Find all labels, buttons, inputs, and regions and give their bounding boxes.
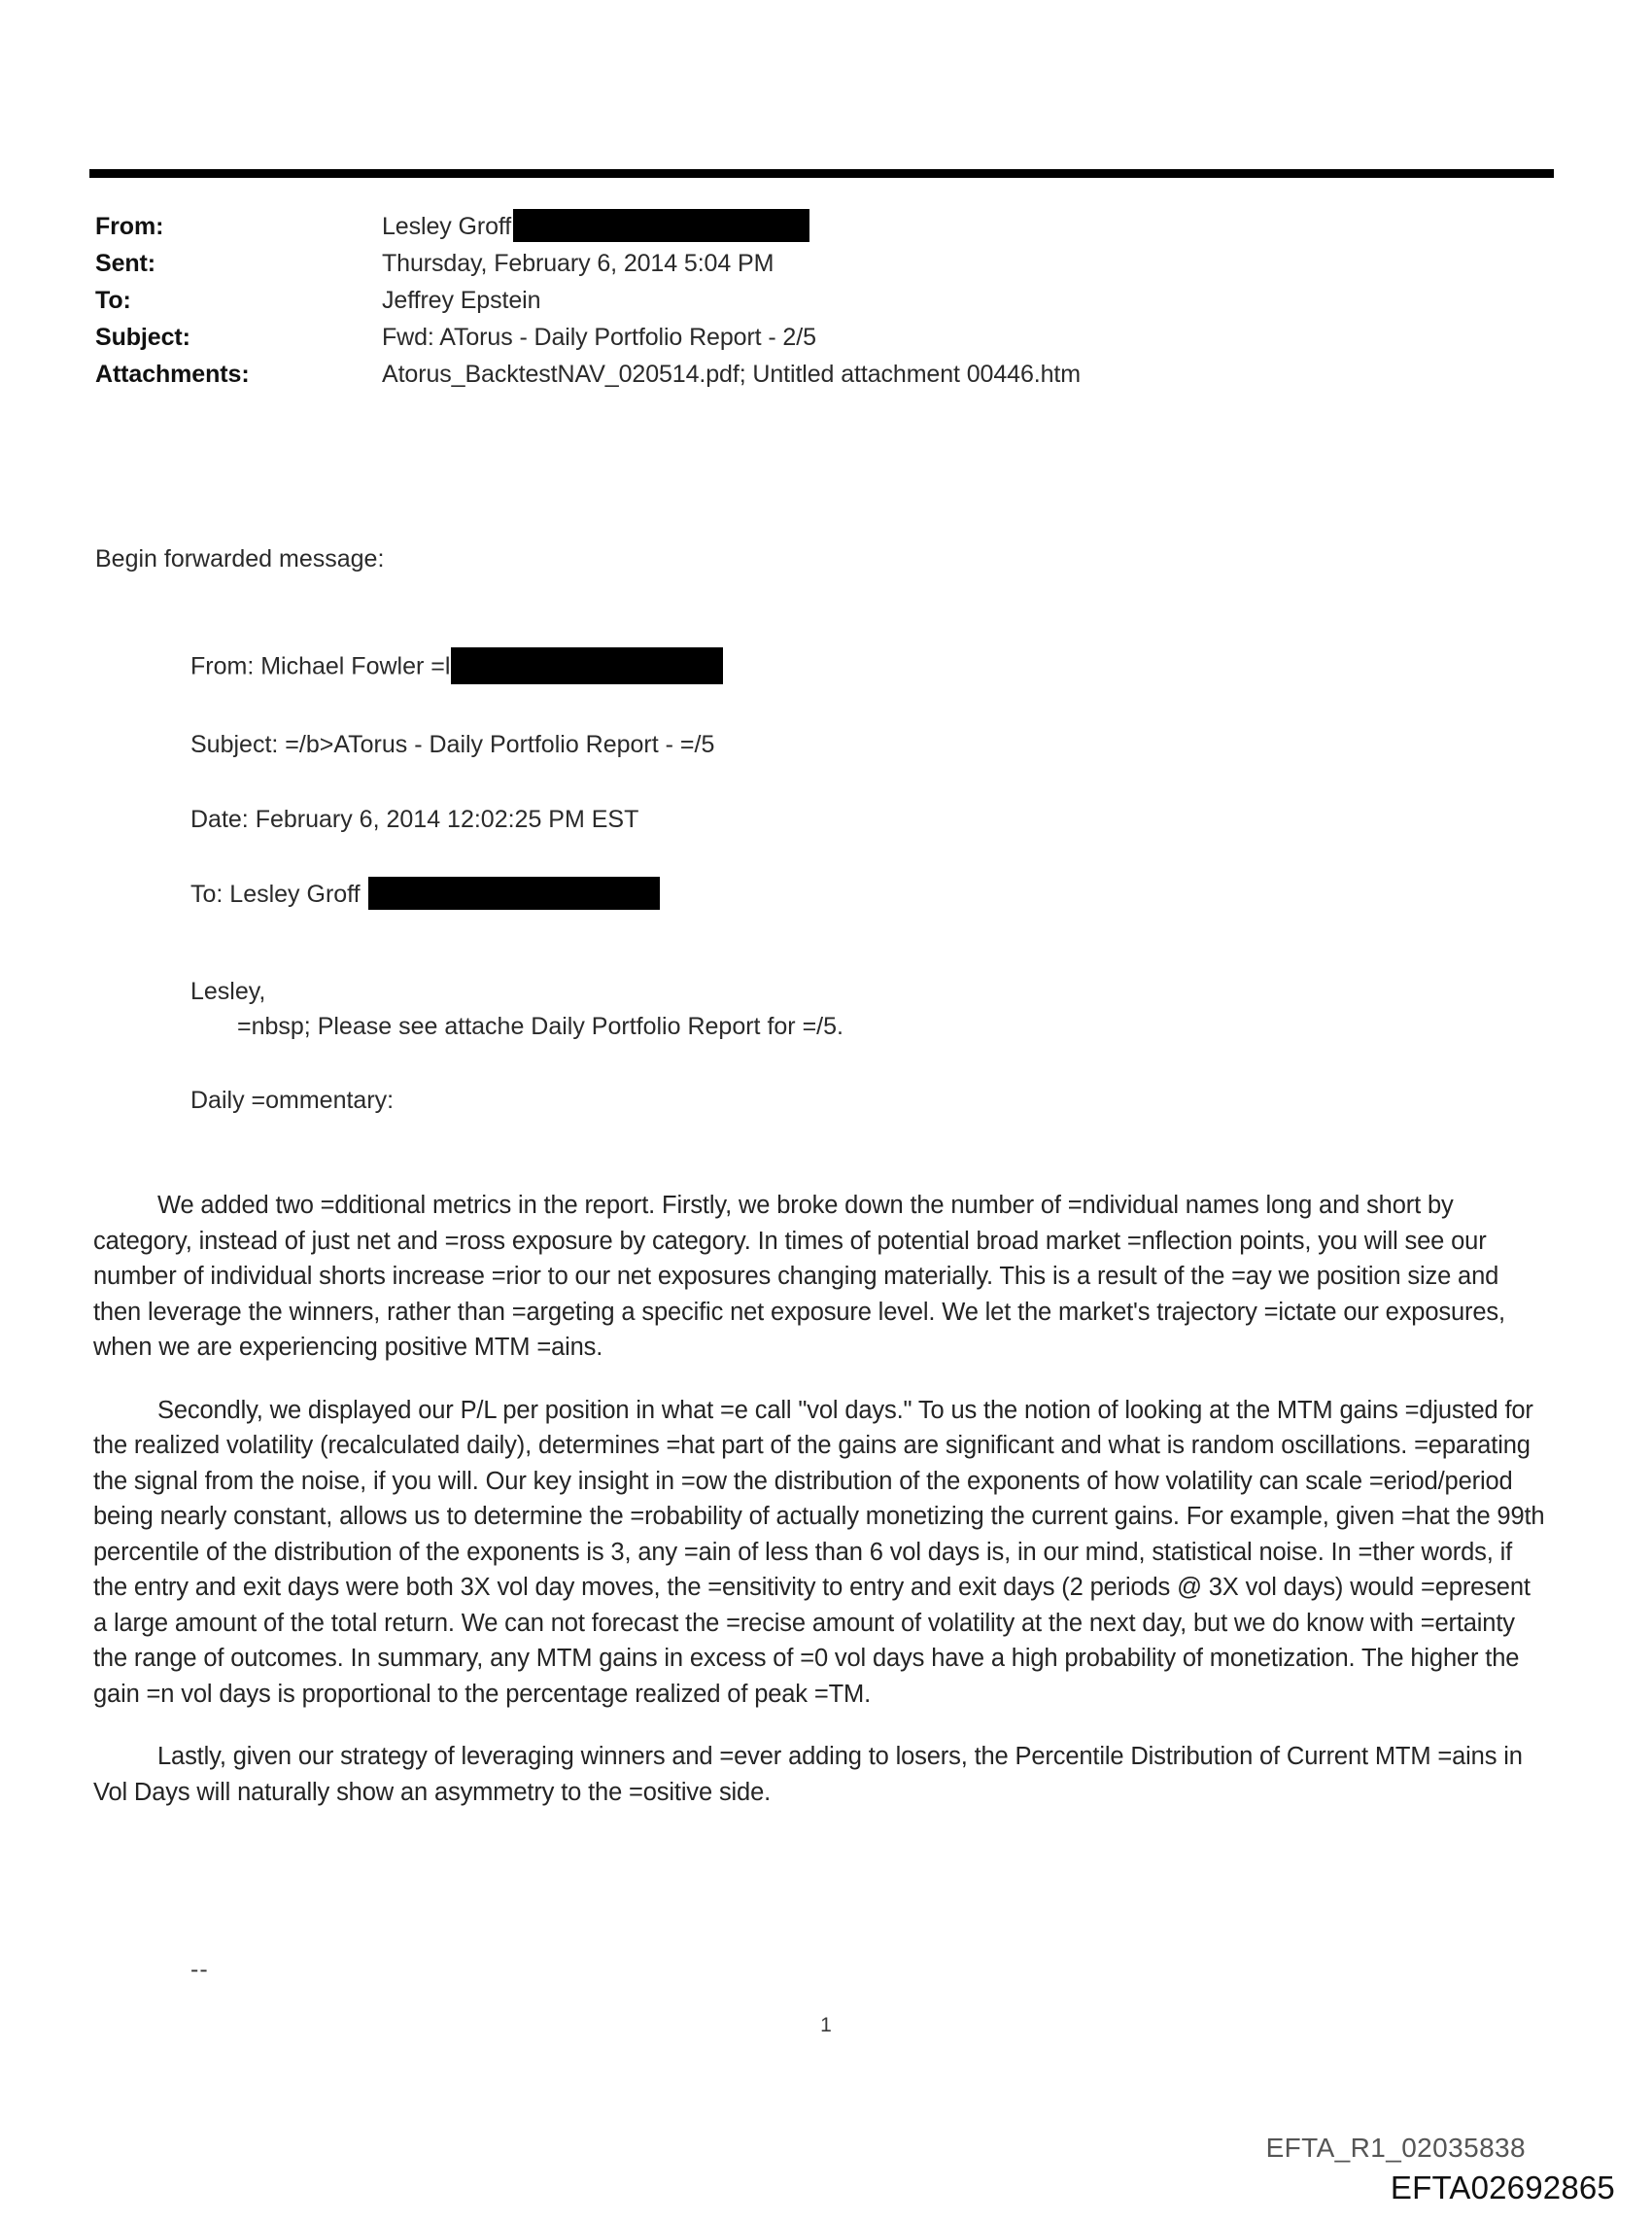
header-value-from <box>382 210 809 244</box>
body-paragraph-1: We added two =dditional metrics in the report. Firstly, we broke down the number of =ndividual names long and short by category, instead of just net and =ross exposure by category. In times of potential broad market =nflection points, you will see our number of individual shorts increase =rior to our net exposures changing materially. This is a result of the =ay we position size and then leverage the winners, rather than =argeting a specific net exposure level. We let the market's trajectory =ictate our exposures, when we are experiencing positive MTM =ains. <box>93 1192 1505 1361</box>
commentary-heading: Daily =ommentary: <box>190 1087 395 1114</box>
begin-forwarded-message-label: Begin forwarded message: <box>95 545 385 573</box>
email-header-fields <box>95 210 1533 395</box>
forwarded-subject-line: Subject: =/b>ATorus - Daily Portfolio Report - =/5 <box>190 731 715 758</box>
greeting-line-two: =nbsp; Please see attache Daily Portfolio Report for =/5. <box>237 1013 843 1040</box>
body-paragraphs <box>93 1188 1549 1837</box>
from-sender-name: Lesley Groff <box>382 213 512 240</box>
header-label-from: From: <box>95 213 164 240</box>
body-paragraph-2: Secondly, we displayed our P/L per position in what =e call "vol days." To us the notion of looking at the MTM gains =djusted for the realized volatility (recalculated daily), determines =hat part of the gains are significant and what is random oscillations. =eparating the signal from the noise, if you will. Our key insight in =ow the distribution of the exponents of how volatility can scale =eriod/period being nearly constant, allows us to determine the =robability of actually monetizing the current gains. For example, given =hat the 99th percentile of the distribution of the exponents is 3, any =ain of less than 6 vol days is, in our mind, statistical noise. In =ther words, if the entry and exit days were both 3X vol day moves, the =ensitivity to entry and exit days (2 periods @ 3X vol days) would =epresent a large amount of the total return. We can not forecast the =recise amount of volatility at the next day, but we do know with =ertainty the range of outcomes. In summary, any MTM gains in excess of =0 vol days have a high probability of monetization. The higher the gain =n vol days is proportional to the percentage realized of peak =TM. <box>93 1396 1545 1708</box>
forwarded-message-header <box>190 649 1551 954</box>
header-row-from <box>95 210 1533 247</box>
header-label-attachments: Attachments: <box>95 361 250 388</box>
header-label-to: To: <box>95 287 131 314</box>
header-row-sent <box>95 247 1533 284</box>
redaction-box-from-email <box>513 209 809 242</box>
header-row-attachments <box>95 358 1533 395</box>
header-label-subject: Subject: <box>95 324 190 351</box>
header-row-to <box>95 284 1533 321</box>
redaction-box-forwarded-to-email <box>368 877 660 910</box>
header-value-to: Jeffrey Epstein <box>382 287 541 314</box>
header-row-subject <box>95 321 1533 358</box>
bates-number-upper: EFTA_R1_02035838 <box>1265 2133 1526 2163</box>
forwarded-date-line: Date: February 6, 2014 12:02:25 PM EST <box>190 806 639 833</box>
header-value-attachments: Atorus_BacktestNAV_020514.pdf; Untitled attachment 00446.htm <box>382 361 1081 388</box>
forwarded-from-line <box>190 649 1551 686</box>
body-paragraph-3: Lastly, given our strategy of leveraging winners and =ever adding to losers, the Percentile Distribution of Current MTM =ains in Vol Days will naturally show an asymmetry to the =ositive side. <box>93 1743 1523 1806</box>
header-rule <box>89 169 1554 178</box>
forwarded-to-text: To: Lesley Groff <box>190 881 361 908</box>
header-label-sent: Sent: <box>95 250 156 277</box>
forwarded-to-line <box>190 878 1551 912</box>
page-number: 1 <box>820 2014 832 2036</box>
greeting-block <box>190 974 1551 1118</box>
signature-dashes: -- <box>190 1956 209 1983</box>
header-value-sent: Thursday, February 6, 2014 5:04 PM <box>382 250 774 277</box>
header-value-subject: Fwd: ATorus - Daily Portfolio Report - 2/5 <box>382 324 816 351</box>
bates-number-lower: EFTA02692865 <box>1390 2170 1615 2205</box>
greeting-line: Lesley, <box>190 978 266 1005</box>
redaction-box-forwarded-from-email <box>451 647 723 684</box>
forwarded-from-text: From: Michael Fowler =l <box>190 652 451 680</box>
